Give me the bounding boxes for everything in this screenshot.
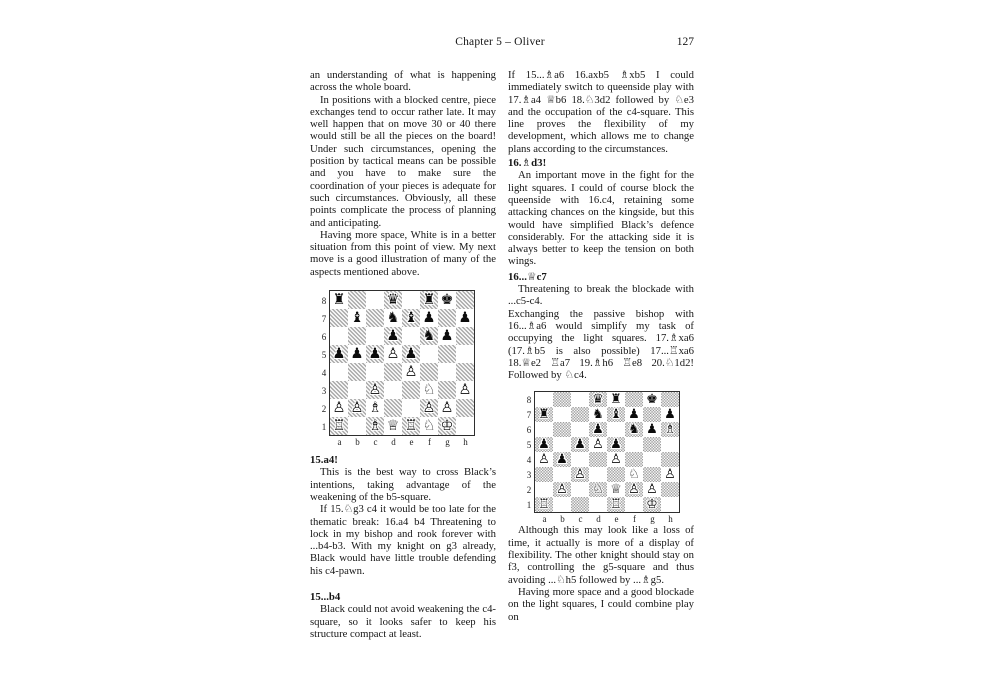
square-h2 xyxy=(661,482,679,497)
square-g2 xyxy=(643,482,661,497)
square-h6 xyxy=(456,327,474,345)
file-labels xyxy=(536,514,695,524)
white-bishop-piece: ♗ xyxy=(664,422,676,438)
square-a1 xyxy=(330,417,348,435)
square-b3 xyxy=(348,381,366,399)
square-f7 xyxy=(420,309,438,327)
square-c4 xyxy=(571,452,589,467)
square-e4 xyxy=(607,452,625,467)
white-knight-piece: ♘ xyxy=(422,418,436,435)
square-g7 xyxy=(438,309,456,327)
square-d2 xyxy=(384,399,402,417)
square-d5 xyxy=(384,345,402,363)
white-pawn-piece: ♙ xyxy=(610,452,622,468)
square-d6 xyxy=(384,327,402,345)
square-b1 xyxy=(553,497,571,512)
white-king-piece: ♔ xyxy=(646,497,658,513)
rank-label: 3 xyxy=(321,385,327,396)
black-pawn-piece: ♟ xyxy=(368,346,382,363)
square-a8 xyxy=(535,392,553,407)
paragraph-having-blockade: Having more space and a good blockade on the light squares, I could combine play on xyxy=(508,585,694,623)
square-f8 xyxy=(625,392,643,407)
page-number: 127 xyxy=(676,36,694,48)
square-d2 xyxy=(589,482,607,497)
square-a7 xyxy=(535,407,553,422)
paragraph-having-space: Having more space, White is in a better situation from this point of view. My next move is a good illustration of many of the aspects mentioned above. xyxy=(310,228,496,278)
square-f2 xyxy=(420,399,438,417)
square-c7 xyxy=(571,407,589,422)
square-a8 xyxy=(330,291,348,309)
paragraph-threatening: Threatening to break the blockade with ...c5-c4. xyxy=(508,283,694,308)
square-a2 xyxy=(535,482,553,497)
square-h8 xyxy=(661,392,679,407)
white-knight-piece: ♘ xyxy=(628,467,640,483)
left-column xyxy=(310,69,496,640)
square-g4 xyxy=(438,363,456,381)
square-f7 xyxy=(625,407,643,422)
black-pawn-piece: ♟ xyxy=(350,346,364,363)
chess-board-2 xyxy=(534,391,680,513)
black-pawn-piece: ♟ xyxy=(610,437,622,453)
square-b6 xyxy=(348,327,366,345)
square-c2 xyxy=(571,482,589,497)
white-bishop-piece: ♗ xyxy=(368,418,382,435)
black-king-piece: ♚ xyxy=(646,392,658,408)
rank-label: 2 xyxy=(526,484,532,495)
square-h7 xyxy=(661,407,679,422)
file-label: b xyxy=(560,514,565,525)
paragraph-important-move: An important move in the fight for the light squares. I could of course block the queenside with 16.c4, retaining some attacking chances on the kingside, but this would have simplified Black’s defence considerably. For the attacking side it is always better to keep the tension on both wings. xyxy=(508,169,694,268)
square-g1 xyxy=(643,497,661,512)
square-c6 xyxy=(571,422,589,437)
paragraph-exchanging: Exchanging the passive bishop with 16...♗a6 would simplify my task of occupying the light squares. 17.♗xa6 (17.♗b5 is also possible) 17...♖xa6 18.♕e2 ♖a7 19.♗h6 ♖e8 20.♘1d2! Followed by ♘c4. xyxy=(508,307,694,382)
white-pawn-piece: ♙ xyxy=(440,400,454,417)
chapter-header: Chapter 5 – Oliver xyxy=(455,36,545,48)
black-pawn-piece: ♟ xyxy=(574,437,586,453)
rank-label: 6 xyxy=(321,331,327,342)
rank-label: 7 xyxy=(321,313,327,324)
square-a6 xyxy=(330,327,348,345)
rank-label: 1 xyxy=(526,499,532,510)
square-f5 xyxy=(625,437,643,452)
rank-label: 7 xyxy=(526,409,532,420)
chess-diagram-1 xyxy=(319,290,496,447)
white-pawn-piece: ♙ xyxy=(538,452,550,468)
black-pawn-piece: ♟ xyxy=(404,346,418,363)
file-label: h xyxy=(463,437,468,448)
white-rook-piece: ♖ xyxy=(332,418,346,435)
move-heading-15b4: 15...b4 xyxy=(310,591,341,604)
file-label: e xyxy=(614,514,619,525)
white-pawn-piece: ♙ xyxy=(628,482,640,498)
black-rook-piece: ♜ xyxy=(610,392,622,408)
square-g5 xyxy=(438,345,456,363)
square-b2 xyxy=(553,482,571,497)
file-label: f xyxy=(633,514,636,525)
file-label: d xyxy=(391,437,396,448)
paragraph-best-way: This is the best way to cross Black’s intentions, taking advantage of the weakening of the b5-square. xyxy=(310,466,496,503)
square-f8 xyxy=(420,291,438,309)
square-f6 xyxy=(420,327,438,345)
square-d1 xyxy=(384,417,402,435)
square-d7 xyxy=(589,407,607,422)
white-pawn-piece: ♙ xyxy=(592,437,604,453)
square-e6 xyxy=(402,327,420,345)
square-b2 xyxy=(348,399,366,417)
file-label: e xyxy=(409,437,414,448)
square-a5 xyxy=(330,345,348,363)
square-h1 xyxy=(661,497,679,512)
black-pawn-piece: ♟ xyxy=(458,310,472,327)
square-d8 xyxy=(384,291,402,309)
square-b8 xyxy=(553,392,571,407)
square-e5 xyxy=(402,345,420,363)
paragraph-blocked-centre: In positions with a blocked centre, piece exchanges tend to occur rather late. It may well happen that on move 30 or 40 there would still be all the pieces on the board! Under such circumstances, opening the position by tactical means can be possible and you have to make sure the coordination of your pieces is adequate for such circumstances. Obviously, all these points complicate the process of planning and anticipating. xyxy=(310,93,496,229)
black-knight-piece: ♞ xyxy=(386,310,400,327)
square-h4 xyxy=(456,363,474,381)
square-d1 xyxy=(589,497,607,512)
rank-label: 4 xyxy=(321,367,327,378)
white-pawn-piece: ♙ xyxy=(368,382,382,399)
square-c1 xyxy=(571,497,589,512)
square-h1 xyxy=(456,417,474,435)
white-pawn-piece: ♙ xyxy=(574,467,586,483)
square-b4 xyxy=(553,452,571,467)
white-pawn-piece: ♙ xyxy=(664,467,676,483)
square-b6 xyxy=(553,422,571,437)
file-label: a xyxy=(542,514,547,525)
square-g3 xyxy=(643,467,661,482)
white-pawn-piece: ♙ xyxy=(458,382,472,399)
black-knight-piece: ♞ xyxy=(592,407,604,423)
square-b4 xyxy=(348,363,366,381)
square-d7 xyxy=(384,309,402,327)
square-h5 xyxy=(456,345,474,363)
white-queen-piece: ♕ xyxy=(386,418,400,435)
white-king-piece: ♔ xyxy=(440,418,454,435)
square-e8 xyxy=(607,392,625,407)
square-a3 xyxy=(535,467,553,482)
white-pawn-piece: ♙ xyxy=(350,400,364,417)
square-g6 xyxy=(438,327,456,345)
black-king-piece: ♚ xyxy=(440,292,454,309)
square-c5 xyxy=(571,437,589,452)
square-a1 xyxy=(535,497,553,512)
black-queen-piece: ♛ xyxy=(592,392,604,408)
rank-label: 1 xyxy=(321,421,327,432)
black-knight-piece: ♞ xyxy=(628,422,640,438)
square-c2 xyxy=(366,399,384,417)
rank-label: 2 xyxy=(321,403,327,414)
square-c8 xyxy=(366,291,384,309)
white-pawn-piece: ♙ xyxy=(556,482,568,498)
square-f3 xyxy=(420,381,438,399)
black-knight-piece: ♞ xyxy=(422,328,436,345)
square-d4 xyxy=(384,363,402,381)
square-e3 xyxy=(402,381,420,399)
square-g6 xyxy=(643,422,661,437)
file-label: g xyxy=(650,514,655,525)
square-g7 xyxy=(643,407,661,422)
square-e3 xyxy=(607,467,625,482)
rank-label: 4 xyxy=(526,454,532,465)
rank-labels xyxy=(524,391,534,513)
white-rook-piece: ♖ xyxy=(404,418,418,435)
square-h8 xyxy=(456,291,474,309)
white-knight-piece: ♘ xyxy=(422,382,436,399)
black-queen-piece: ♛ xyxy=(386,292,400,309)
file-label: c xyxy=(578,514,583,525)
square-e2 xyxy=(607,482,625,497)
white-pawn-piece: ♙ xyxy=(332,400,346,417)
white-pawn-piece: ♙ xyxy=(386,346,400,363)
square-f5 xyxy=(420,345,438,363)
square-h4 xyxy=(661,452,679,467)
square-c6 xyxy=(366,327,384,345)
square-e7 xyxy=(607,407,625,422)
chess-board-1 xyxy=(329,290,475,436)
square-a4 xyxy=(535,452,553,467)
square-d5 xyxy=(589,437,607,452)
square-d3 xyxy=(384,381,402,399)
file-label: a xyxy=(337,437,342,448)
file-label: c xyxy=(373,437,378,448)
square-g1 xyxy=(438,417,456,435)
square-g4 xyxy=(643,452,661,467)
rank-label: 8 xyxy=(526,394,532,405)
file-label: f xyxy=(428,437,431,448)
rank-label: 5 xyxy=(321,349,327,360)
square-f1 xyxy=(420,417,438,435)
square-h5 xyxy=(661,437,679,452)
black-pawn-piece: ♟ xyxy=(592,422,604,438)
square-a4 xyxy=(330,363,348,381)
square-c7 xyxy=(366,309,384,327)
square-h7 xyxy=(456,309,474,327)
square-g8 xyxy=(438,291,456,309)
file-label: b xyxy=(355,437,360,448)
black-rook-piece: ♜ xyxy=(538,407,550,423)
square-e7 xyxy=(402,309,420,327)
square-e8 xyxy=(402,291,420,309)
square-g3 xyxy=(438,381,456,399)
chess-diagram-2 xyxy=(524,391,694,524)
black-pawn-piece: ♟ xyxy=(422,310,436,327)
square-h6 xyxy=(661,422,679,437)
square-a2 xyxy=(330,399,348,417)
square-e5 xyxy=(607,437,625,452)
square-h3 xyxy=(456,381,474,399)
square-e1 xyxy=(402,417,420,435)
square-e6 xyxy=(607,422,625,437)
white-rook-piece: ♖ xyxy=(610,497,622,513)
square-d3 xyxy=(589,467,607,482)
square-g8 xyxy=(643,392,661,407)
square-g5 xyxy=(643,437,661,452)
square-b5 xyxy=(348,345,366,363)
white-bishop-piece: ♗ xyxy=(368,400,382,417)
paragraph-if-ba6: If 15...♗a6 16.axb5 ♗xb5 I could immediately switch to queenside play with 17.♗a4 ♕b6 18.♘3d2 followed by ♘e3 and the occupation of the c4-square. This line proves the flexibility of my development, which allows me to change plans according to the circumstances. xyxy=(508,69,694,155)
black-pawn-piece: ♟ xyxy=(332,346,346,363)
square-d8 xyxy=(589,392,607,407)
square-f6 xyxy=(625,422,643,437)
square-b7 xyxy=(348,309,366,327)
file-label: g xyxy=(445,437,450,448)
square-c4 xyxy=(366,363,384,381)
square-e2 xyxy=(402,399,420,417)
square-b3 xyxy=(553,467,571,482)
square-b1 xyxy=(348,417,366,435)
square-e1 xyxy=(607,497,625,512)
paragraph-if-ng3: If 15.♘g3 c4 it would be too late for the thematic break: 16.a4 b4 Threatening to lock in my bishop and rook forever with ...b4-b3. With my knight on g3 already, Black would have little trouble defending his c4-pawn. xyxy=(310,503,496,577)
file-label: h xyxy=(668,514,673,525)
square-b5 xyxy=(553,437,571,452)
square-f3 xyxy=(625,467,643,482)
square-c1 xyxy=(366,417,384,435)
move-heading-16qc7: 16...♕c7 xyxy=(508,270,547,283)
white-pawn-piece: ♙ xyxy=(646,482,658,498)
square-h2 xyxy=(456,399,474,417)
square-a7 xyxy=(330,309,348,327)
square-a5 xyxy=(535,437,553,452)
square-c3 xyxy=(571,467,589,482)
black-pawn-piece: ♟ xyxy=(664,407,676,423)
black-bishop-piece: ♝ xyxy=(404,310,418,327)
rank-label: 8 xyxy=(321,295,327,306)
black-pawn-piece: ♟ xyxy=(386,328,400,345)
square-g2 xyxy=(438,399,456,417)
square-d6 xyxy=(589,422,607,437)
rank-label: 6 xyxy=(526,424,532,435)
white-pawn-piece: ♙ xyxy=(422,400,436,417)
square-h3 xyxy=(661,467,679,482)
paragraph-weakening-c4: Black could not avoid weakening the c4-square, so it looks safer to keep his structure compact at least. xyxy=(310,603,496,640)
square-c8 xyxy=(571,392,589,407)
square-c5 xyxy=(366,345,384,363)
black-rook-piece: ♜ xyxy=(332,292,346,309)
square-f4 xyxy=(625,452,643,467)
paragraph-although: Although this may look like a loss of time, it actually is more of a display of flexibility. The other knight should stay on f3, controlling the g5-square and thus avoiding ...♘h5 followed by ...♗g5. xyxy=(508,524,694,586)
white-pawn-piece: ♙ xyxy=(404,364,418,381)
move-heading-15a4: 15.a4! xyxy=(310,454,338,467)
file-labels xyxy=(331,437,497,447)
square-b8 xyxy=(348,291,366,309)
black-bishop-piece: ♝ xyxy=(350,310,364,327)
square-f1 xyxy=(625,497,643,512)
square-f2 xyxy=(625,482,643,497)
black-rook-piece: ♜ xyxy=(422,292,436,309)
black-pawn-piece: ♟ xyxy=(538,437,550,453)
black-pawn-piece: ♟ xyxy=(628,407,640,423)
rank-label: 3 xyxy=(526,469,532,480)
rank-label: 5 xyxy=(526,439,532,450)
file-label: d xyxy=(596,514,601,525)
square-e4 xyxy=(402,363,420,381)
square-a6 xyxy=(535,422,553,437)
square-b7 xyxy=(553,407,571,422)
white-rook-piece: ♖ xyxy=(538,497,550,513)
white-queen-piece: ♕ xyxy=(610,482,622,498)
rank-labels xyxy=(319,290,329,436)
square-d4 xyxy=(589,452,607,467)
black-pawn-piece: ♟ xyxy=(440,328,454,345)
square-f4 xyxy=(420,363,438,381)
square-c3 xyxy=(366,381,384,399)
black-bishop-piece: ♝ xyxy=(610,407,622,423)
square-a3 xyxy=(330,381,348,399)
white-knight-piece: ♘ xyxy=(592,482,604,498)
black-pawn-piece: ♟ xyxy=(556,452,568,468)
right-column xyxy=(508,69,694,623)
move-heading-16bd3: 16.♗d3! xyxy=(508,157,547,170)
paragraph-understanding: an understanding of what is happening across the whole board. xyxy=(310,69,496,94)
black-pawn-piece: ♟ xyxy=(646,422,658,438)
